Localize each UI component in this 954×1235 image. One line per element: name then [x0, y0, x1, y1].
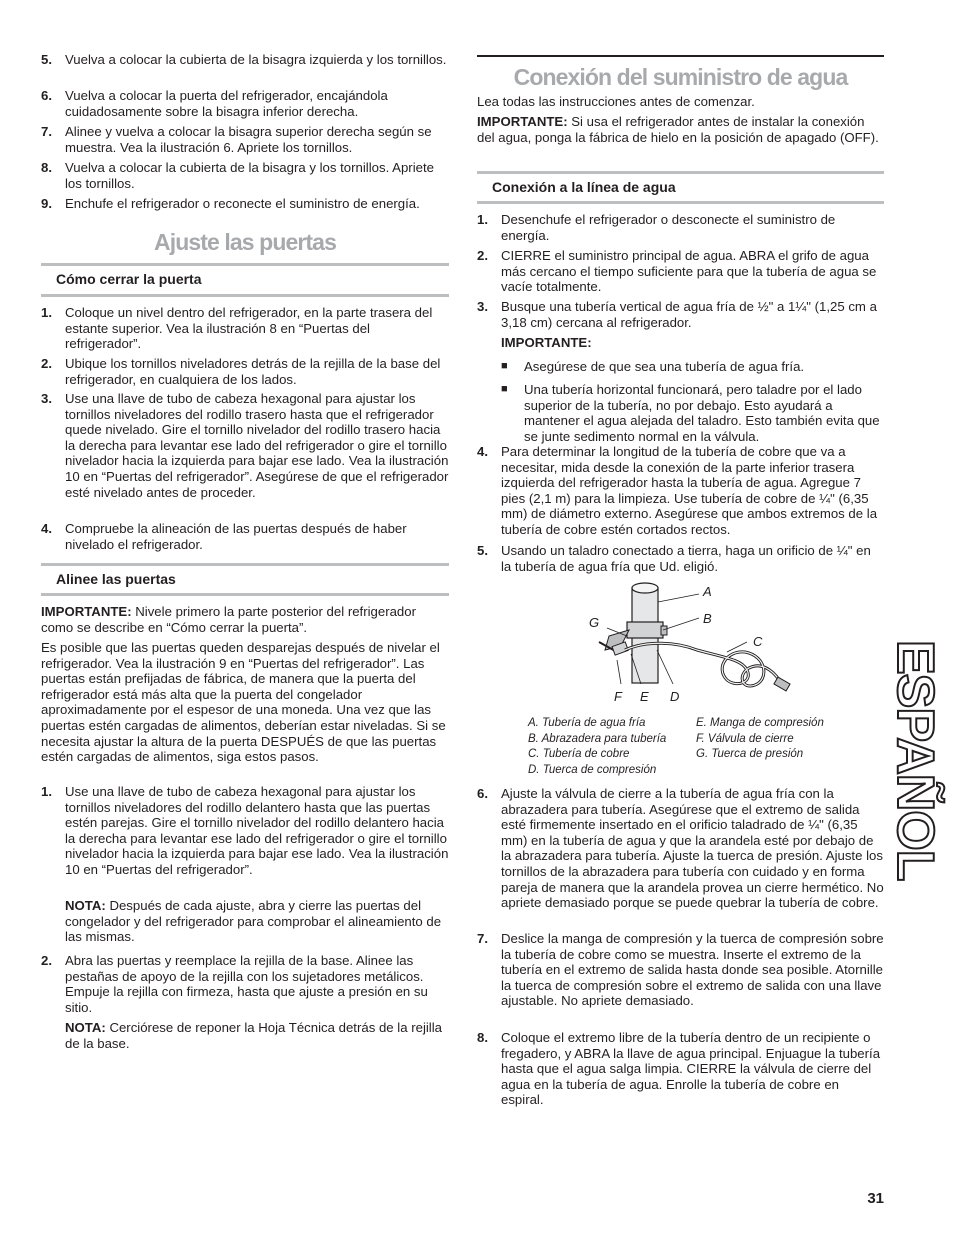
subsection-title: Alinee las puertas [56, 571, 176, 587]
list-item: 9. Enchufe el refrigerador o reconecte el suministro de energía. [41, 196, 420, 211]
divider [477, 201, 884, 204]
list-item: 7. Deslice la manga de compresión y la tuerca de compresión sobre la tubería de cobre como se muestra. Inserte el extremo de la tubería en el extremo de salida hasta donde sea posible. Atornille la tuerca de compresión sobre el extremo de salida con una llave ajustable. No apriete demasiado. [477, 931, 884, 1009]
divider [477, 55, 884, 57]
language-side-tab: ESPAÑOL [886, 640, 944, 881]
figure-label-a: A [703, 584, 712, 599]
divider [41, 263, 449, 266]
importante-label: IMPORTANTE: [501, 335, 592, 350]
divider [41, 593, 449, 596]
list-item: 6. Vuelva a colocar la puerta del refrigerador, encajándola cuidadosamente sobre la bisagra inferior derecha. [41, 88, 388, 119]
section-title: Ajuste las puertas [154, 229, 336, 255]
list-item: 4. Compruebe la alineación de las puertas después de haber nivelado el refrigerador. [41, 521, 407, 552]
bullet-item: ■ Asegúrese de que sea una tubería de agua fría. [501, 359, 805, 374]
pipe-clamp [627, 622, 663, 638]
list-item: 2. Ubique los tornillos niveladores detrás de la rejilla de la base del refrigerador, en cualquiera de los lados. [41, 356, 441, 387]
list-item: 3. Busque una tubería vertical de agua fría de ½" a 1¼" (1,25 cm a 3,18 cm) cercana al refrigerador. [477, 299, 877, 330]
list-item: 5. Vuelva a colocar la cubierta de la bisagra izquierda y los tornillos. [41, 52, 447, 67]
figure-legend-right: E. Manga de compresión F. Válvula de cierre G. Tuerca de presión [696, 717, 824, 761]
list-item: 1. Desenchufe el refrigerador o desconecte el suministro de energía. [477, 212, 836, 243]
list-item: 4. Para determinar la longitud de la tubería de cobre que va a necesitar, mida desde la conexión de la parte inferior trasera izquierda del refrigerador hasta la tubería de agua. Agregue 7 pies (2,1 m) para la limpieza. Use tubería de cobre de ¼" (6,35 mm) de diámetro externo. Asegúrese que ambos extremos de la tubería de cobre estén cortados rectos. [477, 444, 878, 537]
figure-label-d: D [670, 689, 680, 704]
figure-label-e: E [640, 689, 649, 704]
paragraph: Es posible que las puertas queden desparejas después de nivelar el refrigerador. Vea la ilustración 9 en “Puertas del refrigerador”. Las puertas están prefijadas de fábrica, de manera que la puerta del refrigerador está más alta que la puerta del congelador aproximadamente por el espesor de una moneda. Una vez que las puertas estén cargadas de alimentos, deberían estar niveladas. Si se necesita ajustar la altura de la puerta DESPUÉS de que las puertas estén cargadas de alimentos, siga estos pasos. [41, 640, 446, 765]
page-number: 31 [867, 1190, 884, 1207]
figure-label-g: G [589, 615, 600, 630]
note: NOTA: Después de cada ajuste, abra y cierre las puertas del congelador y del refrigerador para comprobar el alineamiento de las mismas. [65, 898, 442, 945]
divider [477, 171, 884, 174]
subsection-title: Cómo cerrar la puerta [56, 271, 202, 287]
list-item: 5. Usando un taladro conectado a tierra, haga un orificio de ¼" en la tubería de agua fría que Ud. eligió. [477, 543, 871, 574]
list-item: 1. Coloque un nivel dentro del refrigerador, en la parte trasera del estante superior. Vea la ilustración 8 en “Puertas del refrigerador”. [41, 305, 433, 352]
water-line-diagram [577, 580, 797, 710]
list-item: 6. Ajuste la válvula de cierre a la tubería de agua fría con la abrazadera para tubería. Asegúrese que el extremo de salida esté firmemente insertado en el orificio taladrado de ¼" (6,35 mm) en la tubería de agua y que la arandela esté por debajo de la abrazadera para tubería. Ajuste la tuerca de presión. Ajuste los tornillos de la abrazadera para tubería con cuidado y en forma pareja de manera que la arandela provea un cierre hermético. No apriete demasiado porque se puede quebrar la tubería de cobre. [477, 786, 884, 911]
list-item: 1. Use una llave de tubo de cabeza hexagonal para ajustar los tornillos niveladores del rodillo delantero hasta que las puertas estén parejas. Gire el tornillo nivelador del rodillo delantero hacia la derecha para levantar ese lado del refrigerador o gire el tornillo nivelador hacia la izquierda para bajar ese lado. Vea la ilustración 10 en “Puertas del refrigerador”. [41, 784, 449, 877]
list-item: 2. Abra las puertas y reemplace la rejilla de la base. Alinee las pestañas de apoyo de la rejilla con los sujetadores metálicos. Empuje la rejilla con firmeza, hasta que ajuste a presión en su sitio. [41, 953, 428, 1015]
section-title: Conexión del suministro de agua [513, 64, 848, 90]
list-item: 7. Alinee y vuelva a colocar la bisagra superior derecha según se muestra. Vea la ilustración 6. Apriete los tornillos. [41, 124, 432, 155]
intro-text: Lea todas las instrucciones antes de comenzar. [477, 94, 755, 109]
list-item: 2. CIERRE el suministro principal de agua. ABRA el grifo de agua más cercano el tiempo suficiente para que la tubería de agua se vacíe totalmente. [477, 248, 877, 295]
figure-label-f: F [614, 689, 622, 704]
bullet-item: ■ Una tubería horizontal funcionará, pero taladre por el lado superior de la tubería, no por debajo. Esto ayudará a mantener el agua alejada del taladro. Esto también evita que se junte sedimento normal en la válvula. [501, 382, 880, 444]
note: NOTA: Cerciórese de reponer la Hoja Técnica detrás de la rejilla de la base. [65, 1020, 442, 1051]
importante-paragraph: IMPORTANTE: Nivele primero la parte posterior del refrigerador como se describe en “Cómo cerrar la puerta”. [41, 604, 416, 635]
subsection-title: Conexión a la línea de agua [492, 179, 676, 195]
divider [41, 563, 449, 566]
figure-legend-left: A. Tubería de agua fría B. Abrazadera para tubería C. Tubería de cobre D. Tuerca de compresión [528, 717, 667, 776]
importante-paragraph: IMPORTANTE: Si usa el refrigerador antes de instalar la conexión del agua, ponga la fábrica de hielo en la posición de apagado (OFF). [477, 114, 879, 145]
list-item: 8. Vuelva a colocar la cubierta de la bisagra y los tornillos. Apriete los tornillos. [41, 160, 434, 191]
figure-label-c: C [753, 634, 763, 649]
divider [41, 294, 449, 297]
list-item: 8. Coloque el extremo libre de la tubería dentro de un recipiente o fregadero, y ABRA la llave de agua principal. Enjuague la tubería hasta que el agua salga limpia. CIERRE la válvula de cierre del agua en la tubería de agua. Enrolle la tubería de cobre en espiral. [477, 1030, 881, 1108]
list-item: 3. Use una llave de tubo de cabeza hexagonal para ajustar los tornillos niveladores del rodillo trasero hasta que el refrigerador quede nivelado. Gire el tornillo nivelador del rodillo trasero hacia la derecha para levantar ese lado del refrigerador o gire el tornillo nivelador hacia la izquierda para bajar ese lado. Vea la ilustración 10 en “Puertas del refrigerador”. Asegúrese de que el refrigerador esté nivelado antes de proceder. [41, 391, 449, 500]
figure-label-b: B [703, 611, 712, 626]
